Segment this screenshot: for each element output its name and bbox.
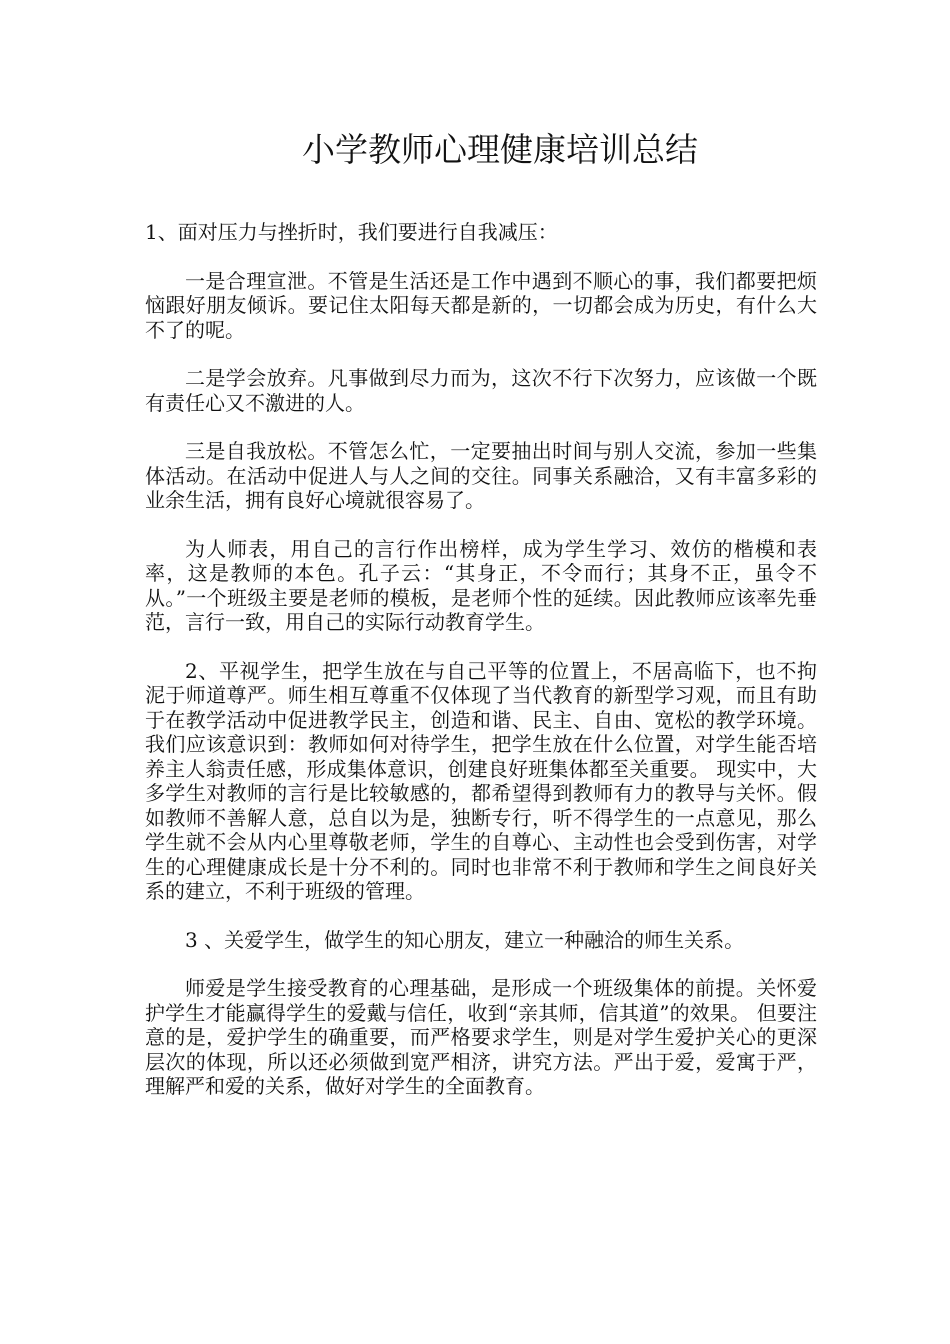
document-title: 小学教师心理健康培训总结 (302, 130, 698, 169)
paragraph-1: 1、面对压力与挫折时，我们要进行自我减压： (145, 220, 558, 244)
paragraph-2: 一是合理宣泄。不管是生活还是工作中遇到不顺心的事，我们都要把烦恼跟好朋友倾诉。要记住太阳每天都是新的，一切都会成为历史，有什么大不了的呢。 (145, 268, 817, 342)
paragraph-4: 三是自我放松。不管怎么忙，一定要抽出时间与别人交流，参加一些集体活动。在活动中促进人与人之间的交往。同事关系融洽，又有丰富多彩的业余生活，拥有良好心境就很容易了。 (145, 439, 817, 512)
paragraph-7: 3 、关爱学生，做学生的知心朋友，建立一种融洽的师生关系。 (185, 927, 745, 952)
paragraph-3: 二是学会放弃。凡事做到尽力而为，这次不行下次努力，应该做一个既有责任心又不激进的人。 (145, 366, 817, 415)
paragraph-8: 师爱是学生接受教育的心理基础，是形成一个班级集体的前提。关怀爱护学生才能赢得学生的爱戴与信任，收到“亲其师，信其道”的效果。 但要注意的是，爱护学生的确重要，而严格要求学生，则是对学生爱护关心的更深层次的体现，所以还必须做到宽严相济，讲究方法。严出于爱，爱寓于严，理解严和爱的关系，做好对学生的全面教育。 (145, 976, 817, 1098)
document-body (145, 220, 817, 1123)
paragraph-5: 为人师表，用自己的言行作出榜样，成为学生学习、效仿的楷模和表率，这是教师的本色。孔子云：“其身正，不令而行；其身不正，虽令不从。”一个班级主要是老师的模板，是老师个性的延续。因此教师应该率先垂范，言行一致，用自己的实际行动教育学生。 (145, 536, 817, 634)
paragraph-6: 2、平视学生，把学生放在与自己平等的位置上，不居高临下，也不拘泥于师道尊严。师生相互尊重不仅体现了当代教育的新型学习观，而且有助于在教学活动中促进教学民主，创造和谐、民主、自由、宽松的教学环境。我们应该意识到：教师如何对待学生，把学生放在什么位置，对学生能否培养主人翁责任感，形成集体意识，创建良好班集体都至关重要。 现实中，大多学生对教师的言行是比较敏感的，都希望得到教师有力的教导与关怀。假如教师不善解人意，总自以为是，独断专行，听不得学生的一点意见，那么学生就不会从内心里尊敬老师，学生的自尊心、主动性也会受到伤害，对学生的心理健康成长是十分不利的。同时也非常不利于教师和学生之间良好关系的建立，不利于班级的管理。 (145, 658, 817, 903)
